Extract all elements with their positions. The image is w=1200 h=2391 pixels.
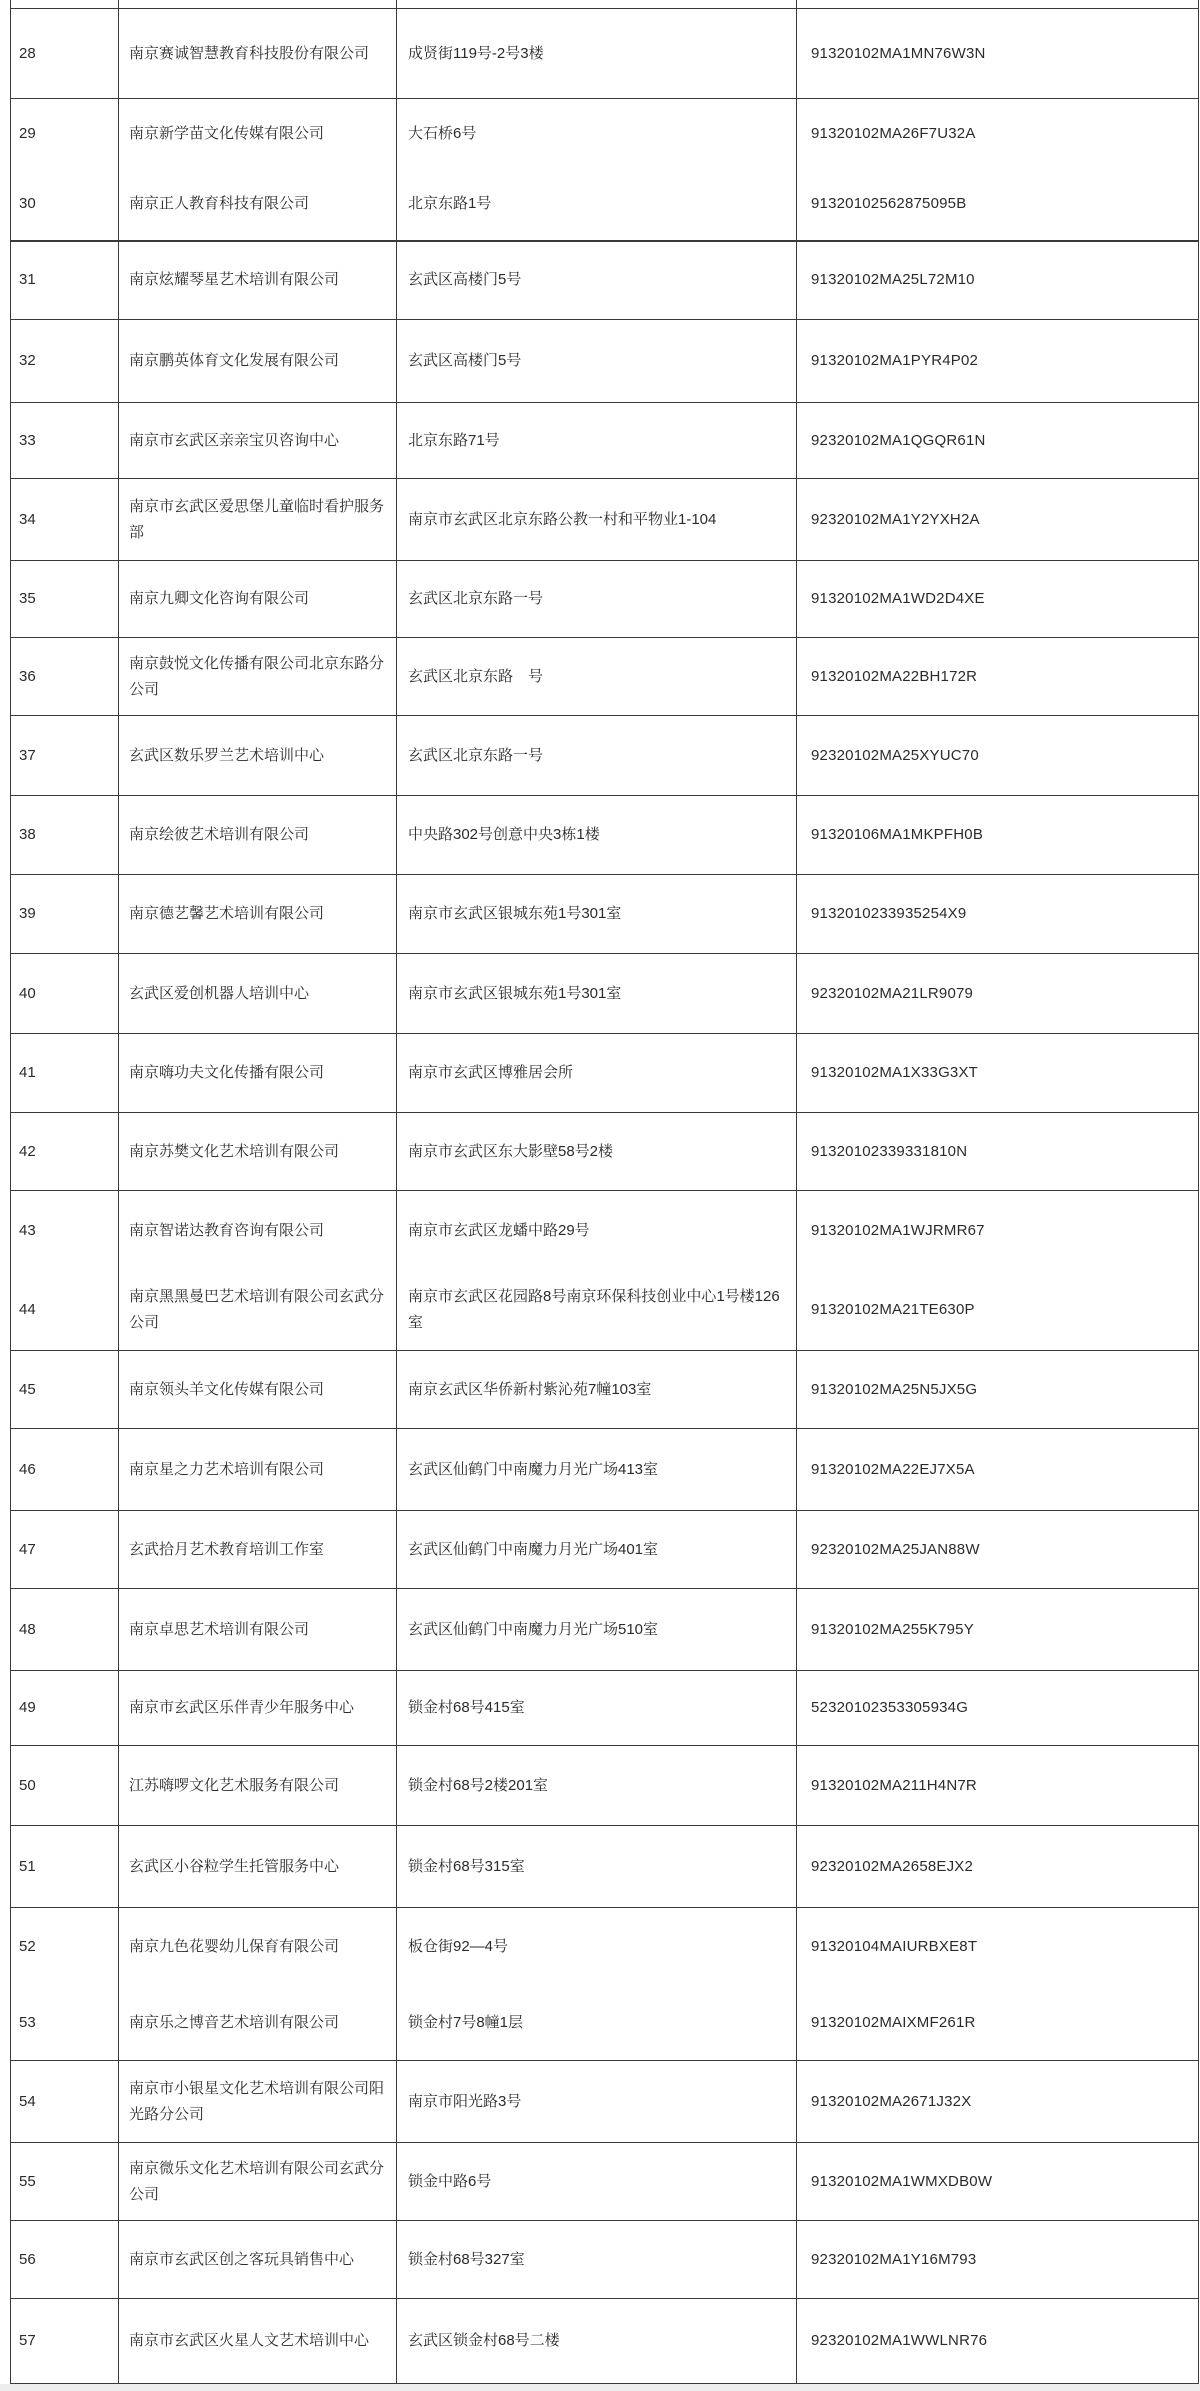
credit-code: 91320102MA1WJRMR67 (797, 1191, 1199, 1271)
table-row (11, 638, 1199, 716)
table-row (11, 9, 1199, 99)
row-index: 47 (11, 1511, 119, 1589)
row-index: 55 (11, 2143, 119, 2221)
credit-code: 92320102MA2658EJX2 (797, 1826, 1199, 1908)
table-row (11, 241, 1199, 320)
row-index: 49 (11, 1671, 119, 1746)
credit-code: 91320102MA211H4N7R (797, 1746, 1199, 1826)
table-row (11, 1429, 1199, 1511)
company-address: 南京市玄武区北京东路公教一村和平物业1-104 (397, 479, 797, 561)
credit-code: 92320102MA1Y2YXH2A (797, 479, 1199, 561)
table-row (11, 99, 1199, 169)
row-index: 51 (11, 1826, 119, 1908)
row-index: 38 (11, 796, 119, 875)
company-address: 南京市玄武区银城东苑1号301室 (397, 875, 797, 954)
table-row (11, 1113, 1199, 1191)
company-name: 玄武区小谷粒学生托管服务中心 (119, 1826, 397, 1908)
credit-code: 91320104MAIURBXE8T (797, 1908, 1199, 1986)
credit-code: 91320102MA255K795Y (797, 1589, 1199, 1671)
credit-code: 92320102MA25XYUC70 (797, 716, 1199, 796)
table-row (11, 2221, 1199, 2299)
credit-code: 92320102MA1WWLNR76 (797, 2299, 1199, 2384)
credit-code: 91320102339331810N (797, 1113, 1199, 1191)
company-name: 南京鼓悦文化传播有限公司北京东路分公司 (119, 638, 397, 716)
company-name: 玄武区爱创机器人培训中心 (119, 954, 397, 1034)
row-index: 30 (11, 169, 119, 241)
company-name: 南京正人教育科技有限公司 (119, 169, 397, 241)
table-row (11, 796, 1199, 875)
row-index: 52 (11, 1908, 119, 1986)
table-body (11, 0, 1199, 2384)
company-name: 南京乐之博音艺术培训有限公司 (119, 1986, 397, 2061)
company-address: 锁金村68号315室 (397, 1826, 797, 1908)
table-row (11, 561, 1199, 638)
company-address: 北京东路1号 (397, 169, 797, 241)
company-address: 锁金中路6号 (397, 2143, 797, 2221)
company-address: 板仓街92—4号 (397, 1908, 797, 1986)
row-index: 28 (11, 9, 119, 99)
credit-code: 91320102MA21TE630P (797, 1271, 1199, 1351)
row-index: 35 (11, 561, 119, 638)
company-name: 南京九色花婴幼儿保育有限公司 (119, 1908, 397, 1986)
table-row (11, 2061, 1199, 2143)
credit-code: 91320102MA22BH172R (797, 638, 1199, 716)
row-index: 44 (11, 1271, 119, 1351)
company-name: 南京嗨功夫文化传播有限公司 (119, 1034, 397, 1113)
company-name: 南京市玄武区亲亲宝贝咨询中心 (119, 403, 397, 479)
credit-code: 92320102MA1QGQR61N (797, 403, 1199, 479)
company-address: 锁金村68号415室 (397, 1671, 797, 1746)
row-index: 31 (11, 241, 119, 320)
table-row (11, 169, 1199, 241)
credit-code: 91320102MA1X33G3XT (797, 1034, 1199, 1113)
row-index: 54 (11, 2061, 119, 2143)
row-index: 36 (11, 638, 119, 716)
company-name: 南京苏樊文化艺术培训有限公司 (119, 1113, 397, 1191)
table-row (11, 1671, 1199, 1746)
table-row (11, 479, 1199, 561)
company-address: 锁金村68号327室 (397, 2221, 797, 2299)
row-index: 41 (11, 1034, 119, 1113)
table-row (11, 320, 1199, 403)
stub-cell (11, 0, 119, 9)
company-address: 锁金村7号8幢1层 (397, 1986, 797, 2061)
credit-code: 92320102MA21LR9079 (797, 954, 1199, 1034)
company-address: 南京市玄武区花园路8号南京环保科技创业中心1号楼126室 (397, 1271, 797, 1351)
table-row (11, 1986, 1199, 2061)
credit-code: 9132010233935254X9 (797, 875, 1199, 954)
company-name: 南京市小银星文化艺术培训有限公司阳光路分公司 (119, 2061, 397, 2143)
row-index: 29 (11, 99, 119, 169)
company-address: 中央路302号创意中央3栋1楼 (397, 796, 797, 875)
row-index: 43 (11, 1191, 119, 1271)
company-name: 南京市玄武区爱思堡儿童临时看护服务部 (119, 479, 397, 561)
credit-code: 52320102353305934G (797, 1671, 1199, 1746)
stub-cell (119, 0, 397, 9)
table-row (11, 1271, 1199, 1351)
row-index: 57 (11, 2299, 119, 2384)
credit-code: 91320102MA1WMXDB0W (797, 2143, 1199, 2221)
credit-code: 91320102MA1MN76W3N (797, 9, 1199, 99)
table-row (11, 1191, 1199, 1271)
company-name: 玄武区数乐罗兰艺术培训中心 (119, 716, 397, 796)
table-row (11, 1351, 1199, 1429)
table-row (11, 875, 1199, 954)
company-address: 玄武区高楼门5号 (397, 241, 797, 320)
row-index: 56 (11, 2221, 119, 2299)
company-name: 南京德艺馨艺术培训有限公司 (119, 875, 397, 954)
company-address: 南京市玄武区东大影壁58号2楼 (397, 1113, 797, 1191)
credit-code: 91320102MA25N5JX5G (797, 1351, 1199, 1429)
company-address: 南京市玄武区龙蟠中路29号 (397, 1191, 797, 1271)
row-index: 45 (11, 1351, 119, 1429)
company-name: 江苏嗨啰文化艺术服务有限公司 (119, 1746, 397, 1826)
company-address: 南京玄武区华侨新村紫沁苑7幢103室 (397, 1351, 797, 1429)
previous-row-stub (11, 0, 1199, 9)
company-name: 南京卓思艺术培训有限公司 (119, 1589, 397, 1671)
company-name: 南京赛诚智慧教育科技股份有限公司 (119, 9, 397, 99)
credit-code: 91320106MA1MKPFH0B (797, 796, 1199, 875)
company-address: 玄武区锁金村68号二楼 (397, 2299, 797, 2384)
credit-code: 91320102MAIXMF261R (797, 1986, 1199, 2061)
table-row (11, 1034, 1199, 1113)
credit-code: 91320102562875095B (797, 169, 1199, 241)
credit-code: 91320102MA1PYR4P02 (797, 320, 1199, 403)
table-row (11, 1908, 1199, 1986)
table-row (11, 716, 1199, 796)
row-index: 40 (11, 954, 119, 1034)
credit-code: 91320102MA26F7U32A (797, 99, 1199, 169)
row-index: 33 (11, 403, 119, 479)
company-name: 南京新学苗文化传媒有限公司 (119, 99, 397, 169)
company-name: 南京市玄武区创之客玩具销售中心 (119, 2221, 397, 2299)
row-index: 34 (11, 479, 119, 561)
company-name: 南京智诺达教育咨询有限公司 (119, 1191, 397, 1271)
company-name: 南京鹏英体育文化发展有限公司 (119, 320, 397, 403)
company-address: 玄武区仙鹤门中南魔力月光广场510室 (397, 1589, 797, 1671)
company-address: 玄武区仙鹤门中南魔力月光广场401室 (397, 1511, 797, 1589)
company-name: 南京九卿文化咨询有限公司 (119, 561, 397, 638)
row-index: 39 (11, 875, 119, 954)
credit-code: 91320102MA25L72M10 (797, 241, 1199, 320)
company-address: 玄武区北京东路一号 (397, 716, 797, 796)
row-index: 32 (11, 320, 119, 403)
company-name: 南京领头羊文化传媒有限公司 (119, 1351, 397, 1429)
stub-cell (797, 0, 1199, 9)
company-address: 玄武区高楼门5号 (397, 320, 797, 403)
company-address: 南京市玄武区银城东苑1号301室 (397, 954, 797, 1034)
credit-code: 91320102MA1WD2D4XE (797, 561, 1199, 638)
company-name: 南京绘彼艺术培训有限公司 (119, 796, 397, 875)
row-index: 42 (11, 1113, 119, 1191)
company-address: 玄武区仙鹤门中南魔力月光广场413室 (397, 1429, 797, 1511)
company-address: 大石桥6号 (397, 99, 797, 169)
company-registry-table (10, 0, 1199, 2384)
row-index: 53 (11, 1986, 119, 2061)
credit-code: 91320102MA22EJ7X5A (797, 1429, 1199, 1511)
table-row (11, 403, 1199, 479)
table-row (11, 1746, 1199, 1826)
company-name: 南京黑黑曼巴艺术培训有限公司玄武分公司 (119, 1271, 397, 1351)
row-index: 46 (11, 1429, 119, 1511)
company-name: 玄武拾月艺术教育培训工作室 (119, 1511, 397, 1589)
table-row (11, 2143, 1199, 2221)
company-name: 南京炫耀琴星艺术培训有限公司 (119, 241, 397, 320)
company-address: 北京东路71号 (397, 403, 797, 479)
row-index: 48 (11, 1589, 119, 1671)
company-name: 南京市玄武区火星人文艺术培训中心 (119, 2299, 397, 2384)
credit-code: 92320102MA25JAN88W (797, 1511, 1199, 1589)
company-address: 玄武区北京东路一号 (397, 561, 797, 638)
credit-code: 91320102MA2671J32X (797, 2061, 1199, 2143)
table-row (11, 1826, 1199, 1908)
table-row (11, 1511, 1199, 1589)
company-name: 南京微乐文化艺术培训有限公司玄武分公司 (119, 2143, 397, 2221)
company-address: 南京市玄武区博雅居会所 (397, 1034, 797, 1113)
credit-code: 92320102MA1Y16M793 (797, 2221, 1199, 2299)
company-address: 玄武区北京东路 号 (397, 638, 797, 716)
stub-cell (397, 0, 797, 9)
row-index: 37 (11, 716, 119, 796)
table-row (11, 954, 1199, 1034)
company-address: 成贤街119号-2号3楼 (397, 9, 797, 99)
company-name: 南京市玄武区乐伴青少年服务中心 (119, 1671, 397, 1746)
table-row (11, 1589, 1199, 1671)
company-address: 锁金村68号2楼201室 (397, 1746, 797, 1826)
company-name: 南京星之力艺术培训有限公司 (119, 1429, 397, 1511)
row-index: 50 (11, 1746, 119, 1826)
table-row (11, 2299, 1199, 2384)
company-address: 南京市阳光路3号 (397, 2061, 797, 2143)
